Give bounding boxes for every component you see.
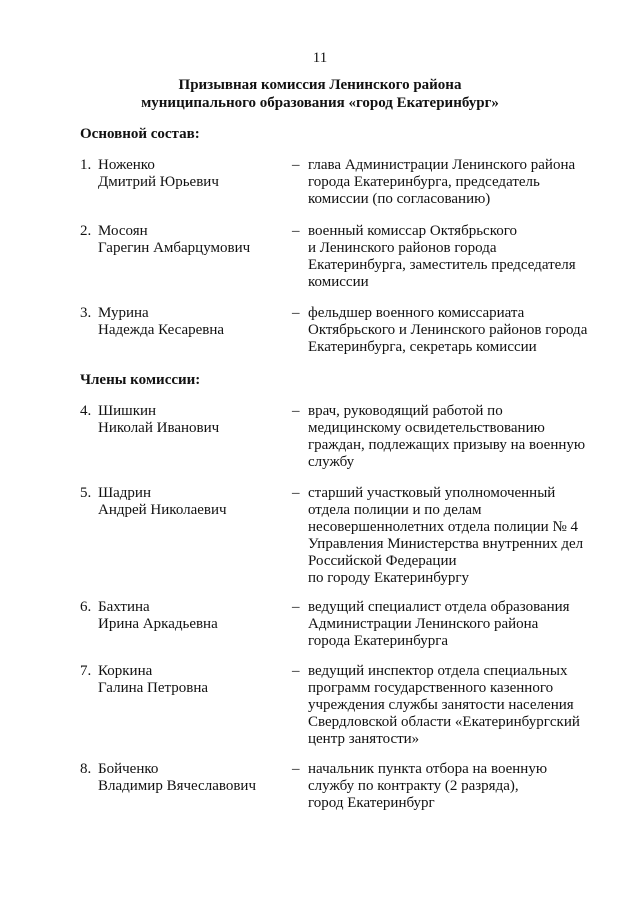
role-line: Октябрьского и Ленинского районов города bbox=[308, 322, 588, 338]
dash-separator: – bbox=[292, 663, 300, 679]
dash-separator: – bbox=[292, 761, 300, 777]
section-members-heading: Члены комиссии: bbox=[80, 372, 201, 388]
entry-number: 1. bbox=[80, 157, 92, 173]
role-line: службу по контракту (2 разряда), bbox=[308, 778, 519, 794]
surname: Бахтина bbox=[98, 599, 150, 615]
dash-separator: – bbox=[292, 599, 300, 615]
role-line: программ государственного казенного bbox=[308, 680, 554, 696]
role-line: старший участковый уполномоченный bbox=[308, 485, 556, 501]
entry-name bbox=[98, 403, 278, 437]
role-line: граждан, подлежащих призыву на военную bbox=[308, 437, 586, 453]
role-line: города Екатеринбурга bbox=[308, 633, 449, 649]
role-line: комиссии (по согласованию) bbox=[308, 191, 491, 207]
entry-role bbox=[308, 157, 608, 208]
dash-separator: – bbox=[292, 485, 300, 501]
role-line: ведущий специалист отдела образования bbox=[308, 599, 570, 615]
dash-separator: – bbox=[292, 223, 300, 239]
given-names: Галина Петровна bbox=[98, 680, 209, 696]
entry-name bbox=[98, 663, 278, 697]
surname: Мосоян bbox=[98, 223, 148, 239]
entry-name bbox=[98, 485, 278, 519]
role-line: врач, руководящий работой по bbox=[308, 403, 503, 419]
surname: Шадрин bbox=[98, 485, 151, 501]
dash-separator: – bbox=[292, 305, 300, 321]
entry-role bbox=[308, 305, 608, 356]
entry-role bbox=[308, 223, 608, 291]
page-number: 11 bbox=[312, 50, 328, 66]
role-line: Администрации Ленинского района bbox=[308, 616, 539, 632]
role-line: начальник пункта отбора на военную bbox=[308, 761, 548, 777]
role-line: медицинскому освидетельствованию bbox=[308, 420, 545, 436]
given-names: Гарегин Амбарцумович bbox=[98, 240, 251, 256]
entry-role bbox=[308, 403, 608, 471]
role-line: центр занятости» bbox=[308, 731, 420, 747]
given-names: Надежда Кесаревна bbox=[98, 322, 225, 338]
given-names: Николай Иванович bbox=[98, 420, 220, 436]
entry-number: 7. bbox=[80, 663, 92, 679]
role-line: учреждения службы занятости населения bbox=[308, 697, 574, 713]
given-names: Андрей Николаевич bbox=[98, 502, 227, 518]
entry-number: 3. bbox=[80, 305, 92, 321]
role-line: несовершеннолетних отдела полиции № 4 bbox=[308, 519, 579, 535]
section-main-heading: Основной состав: bbox=[80, 126, 200, 142]
given-names: Дмитрий Юрьевич bbox=[98, 174, 219, 190]
entry-number: 2. bbox=[80, 223, 92, 239]
role-line: город Екатеринбург bbox=[308, 795, 435, 811]
role-line: Екатеринбурга, секретарь комиссии bbox=[308, 339, 537, 355]
role-line: службу bbox=[308, 454, 355, 470]
entry-role bbox=[308, 599, 608, 650]
given-names: Ирина Аркадьевна bbox=[98, 616, 218, 632]
dash-separator: – bbox=[292, 157, 300, 173]
document-title bbox=[0, 76, 640, 112]
surname: Шишкин bbox=[98, 403, 157, 419]
surname: Мурина bbox=[98, 305, 149, 321]
role-line: отдела полиции и по делам bbox=[308, 502, 482, 518]
role-line: Свердловской области «Екатеринбургский bbox=[308, 714, 580, 730]
role-line: Российской Федерации bbox=[308, 553, 457, 569]
role-line: военный комиссар Октябрьского bbox=[308, 223, 518, 239]
role-line: и Ленинского районов города bbox=[308, 240, 497, 256]
entry-number: 4. bbox=[80, 403, 92, 419]
entry-name bbox=[98, 599, 278, 633]
role-line: комиссии bbox=[308, 274, 369, 290]
entry-name bbox=[98, 223, 278, 257]
entry-name bbox=[98, 305, 278, 339]
role-line: по городу Екатеринбургу bbox=[308, 570, 469, 586]
dash-separator: – bbox=[292, 403, 300, 419]
role-line: Екатеринбурга, заместитель председателя bbox=[308, 257, 576, 273]
entry-number: 6. bbox=[80, 599, 92, 615]
surname: Коркина bbox=[98, 663, 153, 679]
role-line: глава Администрации Ленинского района bbox=[308, 157, 576, 173]
entry-number: 5. bbox=[80, 485, 92, 501]
surname: Бойченко bbox=[98, 761, 159, 777]
title-line-1: Призывная комиссия Ленинского района bbox=[178, 77, 462, 93]
entry-number: 8. bbox=[80, 761, 92, 777]
title-line-2: муниципального образования «город Екатеринбург» bbox=[141, 95, 499, 111]
surname: Ноженко bbox=[98, 157, 155, 173]
entry-role bbox=[308, 485, 608, 587]
role-line: ведущий инспектор отдела специальных bbox=[308, 663, 568, 679]
entry-role bbox=[308, 663, 608, 748]
entry-role bbox=[308, 761, 608, 812]
role-line: Управления Министерства внутренних дел bbox=[308, 536, 584, 552]
role-line: города Екатеринбурга, председатель bbox=[308, 174, 540, 190]
entry-name bbox=[98, 761, 278, 795]
entry-name bbox=[98, 157, 278, 191]
role-line: фельдшер военного комиссариата bbox=[308, 305, 525, 321]
given-names: Владимир Вячеславович bbox=[98, 778, 256, 794]
